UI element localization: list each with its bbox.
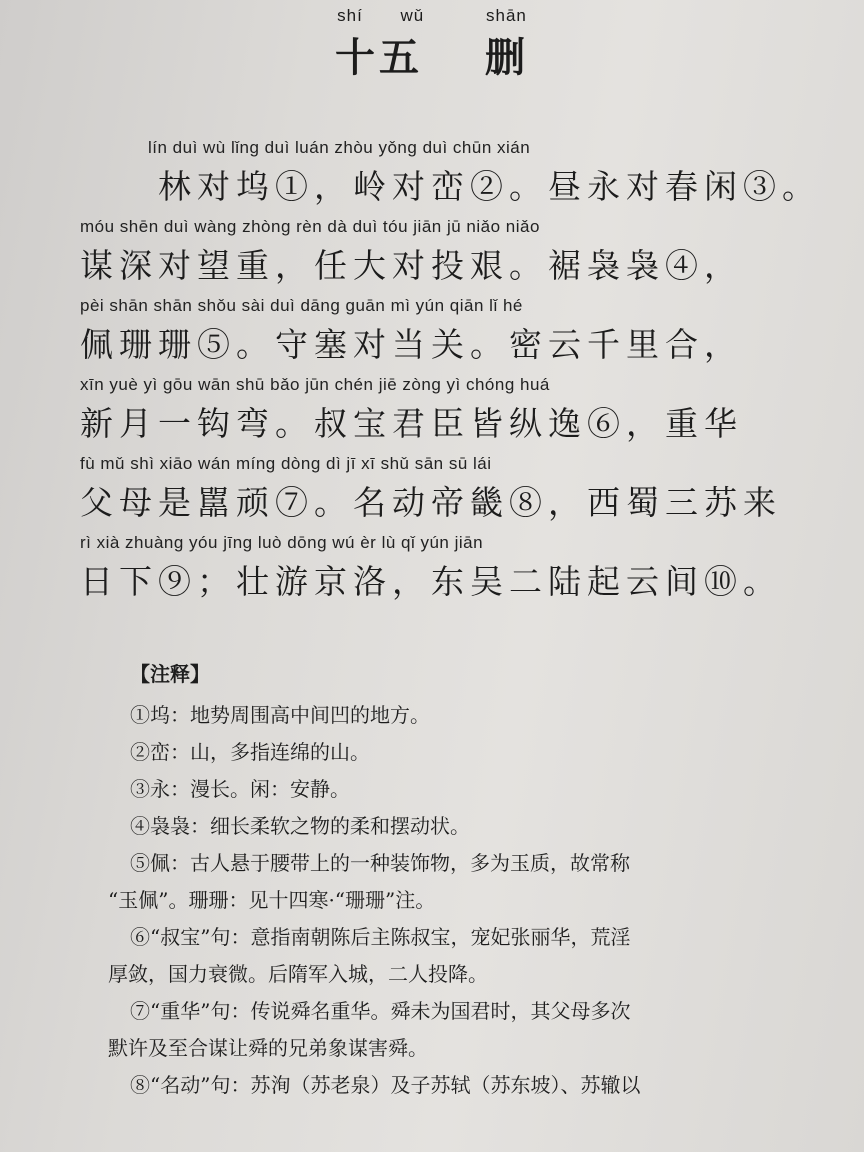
chapter-title: [0, 6, 864, 83]
verse-pinyin: móu shēn duì wàng zhòng rèn dà duì tóu jiān jū niǎo niǎo: [80, 217, 540, 236]
verse-line-2: [80, 217, 800, 296]
verse-text: 林对坞①，岭对峦②。昼永对春闲③。: [158, 167, 821, 206]
annotation-text: ②峦：山，多指连绵的山。: [130, 740, 370, 764]
verse-pinyin: pèi shān shān shǒu sài duì dāng guān mì yún qiān lǐ hé: [80, 296, 523, 315]
title-rhyme: 删: [484, 34, 529, 81]
annotation-item: [110, 919, 810, 993]
annotation-text: ⑥“叔宝”句：意指南朝陈后主陈叔宝，宠妃张丽华，荒淫: [130, 925, 631, 949]
annotation-text: ④袅袅：细长柔软之物的柔和摆动状。: [130, 814, 470, 838]
verse-pinyin: rì xià zhuàng yóu jīng luò dōng wú èr lù qǐ yún jiān: [80, 533, 484, 552]
verse-text: 谋深对望重，任大对投艰。裾袅袅④，: [80, 246, 743, 285]
title-number: 十五: [335, 34, 424, 81]
annotation-continuation: 厚敛，国力衰微。后隋军入城，二人投降。: [108, 962, 488, 986]
verse-text: 佩珊珊⑤。守塞对当关。密云千里合，: [80, 325, 743, 364]
annotation-item: [110, 697, 810, 734]
annotation-item: [110, 1067, 810, 1104]
annotation-text: ③永：漫长。闲：安静。: [130, 777, 350, 801]
annotation-continuation: “玉佩”。珊珊：见十四寒·“珊珊”注。: [108, 888, 436, 912]
title-pinyin: [0, 6, 864, 28]
verse-pinyin: lín duì wù lǐng duì luán zhòu yǒng duì chūn xián: [148, 138, 531, 157]
annotation-item: [110, 808, 810, 845]
verse-block: [80, 138, 821, 612]
title-characters: [0, 26, 864, 83]
verse-line-5: [80, 454, 800, 533]
verse-line-4: [80, 375, 800, 454]
annotation-item: [110, 734, 810, 771]
title-pinyin-1: shí: [337, 6, 363, 25]
annotations-heading: 【注释】: [130, 662, 210, 686]
verse-line-3: [80, 296, 800, 375]
verse-line-1: [80, 138, 821, 217]
annotation-text: ⑤佩：古人悬于腰带上的一种装饰物，多为玉质，故常称: [130, 851, 630, 875]
verse-text: 父母是嚚顽⑦。名动帝畿⑧，西蜀三苏来: [80, 483, 782, 522]
annotation-item: [110, 993, 810, 1067]
annotation-text: ①坞：地势周围高中间凹的地方。: [130, 703, 430, 727]
annotation-text: ⑦“重华”句：传说舜名重华。舜未为国君时，其父母多次: [130, 999, 631, 1023]
title-pinyin-3: shān: [486, 6, 527, 25]
annotation-text: ⑧“名动”句：苏洵（苏老泉）及子苏轼（苏东坡）、苏辙以: [130, 1073, 641, 1097]
verse-text: 新月一钩弯。叔宝君臣皆纵逸⑥，重华: [80, 404, 743, 443]
title-pinyin-2: wǔ: [400, 6, 425, 25]
verse-pinyin: fù mǔ shì xiāo wán míng dòng dì jī xī shǔ sān sū lái: [80, 454, 492, 473]
annotation-item: [110, 771, 810, 808]
verse-text: 日下⑨；壮游京洛，东吴二陆起云间⑩。: [80, 562, 782, 601]
annotations-section: [110, 658, 810, 1104]
annotation-continuation: 默许及至合谋让舜的兄弟象谋害舜。: [108, 1036, 428, 1060]
verse-pinyin: xīn yuè yì gōu wān shū bǎo jūn chén jiē zòng yì chóng huá: [80, 375, 550, 394]
annotation-item: [110, 845, 810, 919]
verse-line-6: [80, 533, 800, 612]
